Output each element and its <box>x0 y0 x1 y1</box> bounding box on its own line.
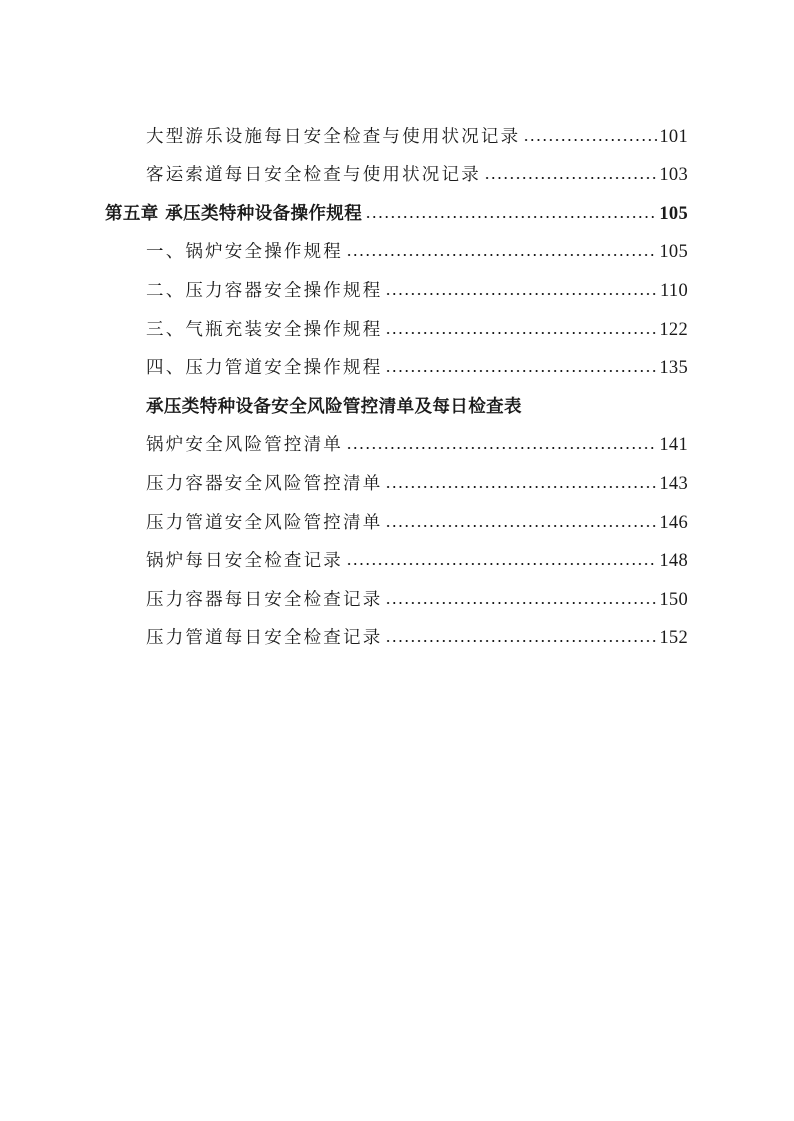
toc-entry[interactable] <box>0 263 794 302</box>
toc-entry-page: 148 <box>659 551 688 572</box>
dot-leader <box>346 563 657 565</box>
dot-leader <box>385 640 657 642</box>
dot-leader <box>385 293 658 295</box>
dot-leader <box>385 332 657 334</box>
toc-entry-title: 压力容器安全风险管控清单 <box>146 473 383 494</box>
dot-leader <box>385 370 657 372</box>
toc-entry[interactable] <box>0 109 794 148</box>
toc-entry[interactable] <box>0 572 794 611</box>
dot-leader <box>385 525 657 527</box>
table-of-contents <box>0 109 794 649</box>
toc-entry[interactable] <box>0 418 794 457</box>
dot-leader <box>484 177 657 179</box>
toc-entry-title: 锅炉每日安全检查记录 <box>146 551 343 572</box>
toc-entry-page: 135 <box>659 358 688 379</box>
toc-section-heading-title: 承压类特种设备安全风险管控清单及每日检查表 <box>146 396 522 417</box>
toc-entry-title: 压力管道每日安全检查记录 <box>146 628 383 649</box>
toc-entry-title: 压力容器每日安全检查记录 <box>146 589 383 610</box>
toc-entry-page: 122 <box>659 319 688 340</box>
toc-entry[interactable] <box>0 495 794 534</box>
toc-entry[interactable] <box>0 148 794 187</box>
toc-entry[interactable] <box>0 225 794 264</box>
toc-entry-page: 152 <box>659 628 688 649</box>
toc-section-heading[interactable] <box>0 379 794 418</box>
toc-entry-page: 110 <box>660 280 688 301</box>
toc-entry-page: 150 <box>659 589 688 610</box>
toc-entry-title: 锅炉安全风险管控清单 <box>146 435 343 456</box>
toc-chapter-title: 第五章 承压类特种设备操作规程 <box>105 203 363 224</box>
toc-entry[interactable] <box>0 341 794 380</box>
dot-leader <box>346 447 657 449</box>
dot-leader <box>523 139 657 141</box>
toc-entry[interactable] <box>0 534 794 573</box>
toc-entry-title: 客运索道每日安全检查与使用状况记录 <box>146 165 481 186</box>
toc-chapter-page: 105 <box>659 203 688 224</box>
dot-leader <box>346 254 657 256</box>
dot-leader <box>385 486 657 488</box>
toc-entry-page: 105 <box>659 242 688 263</box>
toc-entry-title: 三、气瓶充装安全操作规程 <box>146 319 383 340</box>
toc-entry-page: 103 <box>659 165 688 186</box>
toc-entry-page: 143 <box>659 473 688 494</box>
toc-entry-page: 101 <box>659 126 688 147</box>
toc-entry-title: 大型游乐设施每日安全检查与使用状况记录 <box>146 126 521 147</box>
dot-leader <box>365 216 657 218</box>
toc-entry-page: 146 <box>659 512 688 533</box>
toc-entry-title: 一、锅炉安全操作规程 <box>146 242 343 263</box>
toc-entry[interactable] <box>0 456 794 495</box>
toc-entry-title: 四、压力管道安全操作规程 <box>146 358 383 379</box>
toc-entry-title: 二、压力容器安全操作规程 <box>146 280 383 301</box>
toc-entry[interactable] <box>0 302 794 341</box>
toc-entry-page: 141 <box>659 435 688 456</box>
dot-leader <box>385 602 657 604</box>
toc-chapter-entry[interactable] <box>0 186 794 225</box>
toc-entry-title: 压力管道安全风险管控清单 <box>146 512 383 533</box>
toc-entry[interactable] <box>0 611 794 650</box>
